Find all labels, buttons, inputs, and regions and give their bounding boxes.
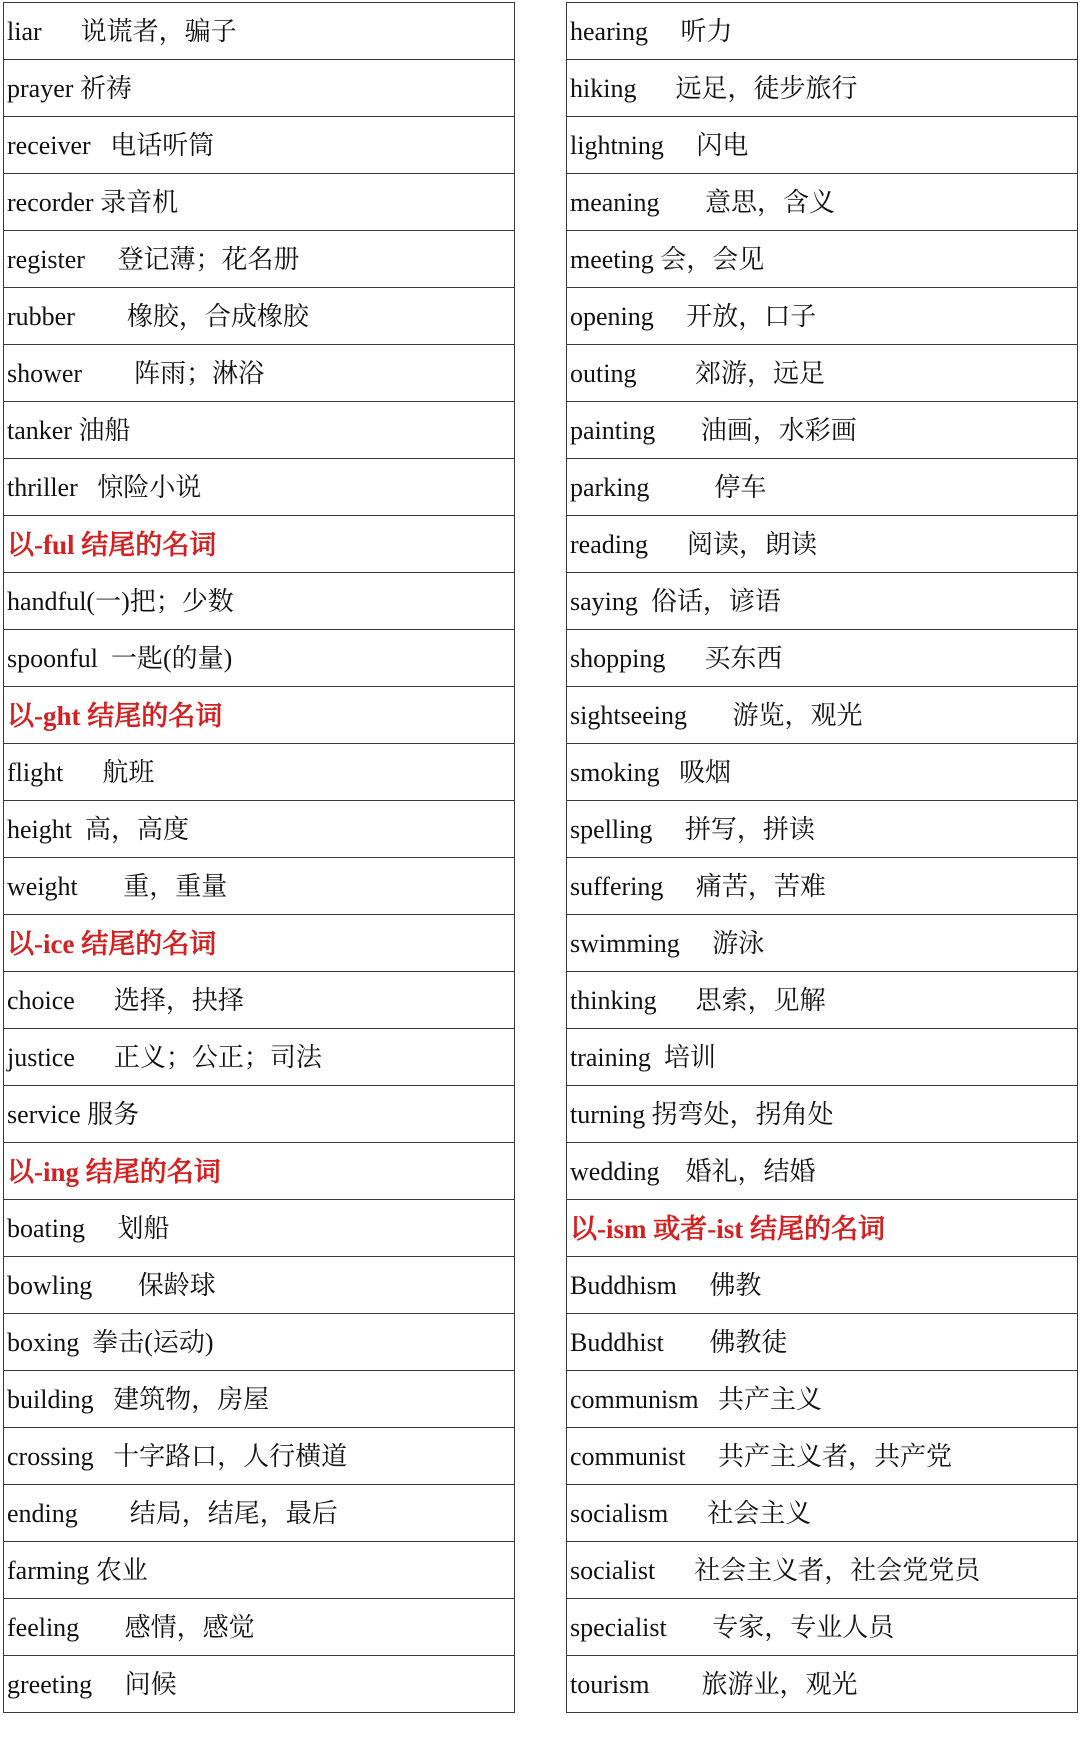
left-vocab-row bbox=[4, 402, 514, 459]
vocab-entry-text: service 服务 bbox=[7, 1100, 140, 1129]
vocab-entry-text: painting 油画，水彩画 bbox=[570, 416, 857, 445]
vocab-entry-text: prayer 祈祷 bbox=[7, 74, 132, 103]
right-vocab-row bbox=[567, 1485, 1077, 1542]
right-vocab-row bbox=[567, 1257, 1077, 1314]
vocab-entry-text: opening 开放，口子 bbox=[570, 302, 817, 331]
vocab-entry-text: meaning 意思，含义 bbox=[570, 188, 836, 217]
vocab-entry-text: parking 停车 bbox=[570, 473, 767, 502]
vocab-entry-text: recorder 录音机 bbox=[7, 188, 179, 217]
left-vocab-row bbox=[4, 288, 514, 345]
vocab-entry-text: crossing 十字路口，人行横道 bbox=[7, 1442, 348, 1471]
right-vocab-row bbox=[567, 801, 1077, 858]
vocab-entry-text: Buddhism 佛教 bbox=[570, 1271, 762, 1300]
left-vocab-row bbox=[4, 231, 514, 288]
vocab-entry-text: sightseeing 游览，观光 bbox=[570, 701, 863, 730]
right-vocab-row bbox=[567, 744, 1077, 801]
vocab-entry-text: socialist 社会主义者，社会党党员 bbox=[570, 1556, 981, 1585]
vocab-entry-text: hearing 听力 bbox=[570, 17, 733, 46]
vocab-entry-text: suffering 痛苦，苦难 bbox=[570, 872, 826, 901]
right-vocab-row bbox=[567, 60, 1077, 117]
right-vocab-row bbox=[567, 573, 1077, 630]
vocab-entry-text: saying 俗话，谚语 bbox=[570, 587, 781, 616]
right-vocab-row bbox=[567, 1371, 1077, 1428]
left-section-heading bbox=[4, 687, 514, 744]
vocab-entry-text: height 高，高度 bbox=[7, 815, 189, 844]
left-vocab-row bbox=[4, 744, 514, 801]
section-heading-text: 以-ght 结尾的名词 bbox=[7, 700, 223, 731]
left-vocab-row bbox=[4, 117, 514, 174]
right-vocab-row bbox=[567, 1029, 1077, 1086]
left-vocab-row bbox=[4, 1200, 514, 1257]
vocab-entry-text: tourism 旅游业，观光 bbox=[570, 1670, 858, 1699]
right-vocab-row bbox=[567, 459, 1077, 516]
right-vocabulary-column bbox=[566, 2, 1078, 1713]
right-vocab-row bbox=[567, 1656, 1077, 1713]
section-heading-text: 以-ism 或者-ist 结尾的名词 bbox=[570, 1213, 885, 1244]
section-heading-text: 以-ice 结尾的名词 bbox=[7, 928, 217, 959]
right-vocab-row bbox=[567, 516, 1077, 573]
right-vocab-row bbox=[567, 1428, 1077, 1485]
vocab-entry-text: ending 结局，结尾，最后 bbox=[7, 1499, 338, 1528]
vocab-entry-text: spelling 拼写，拼读 bbox=[570, 815, 815, 844]
right-vocab-row bbox=[567, 972, 1077, 1029]
right-vocab-row bbox=[567, 288, 1077, 345]
section-heading-text: 以-ful 结尾的名词 bbox=[7, 529, 217, 560]
right-vocab-row bbox=[567, 402, 1077, 459]
left-vocab-row bbox=[4, 1542, 514, 1599]
left-vocab-row bbox=[4, 573, 514, 630]
right-vocab-row bbox=[567, 858, 1077, 915]
vocab-entry-text: boxing 拳击(运动) bbox=[7, 1328, 214, 1357]
vocab-entry-text: shopping 买东西 bbox=[570, 644, 783, 673]
right-vocab-row bbox=[567, 3, 1077, 60]
vocab-entry-text: Buddhist 佛教徒 bbox=[570, 1328, 788, 1357]
right-vocab-row bbox=[567, 231, 1077, 288]
vocab-entry-text: thriller 惊险小说 bbox=[7, 473, 202, 502]
vocab-entry-text: shower 阵雨；淋浴 bbox=[7, 359, 265, 388]
vocab-entry-text: receiver 电话听筒 bbox=[7, 131, 215, 160]
left-vocab-row bbox=[4, 1428, 514, 1485]
left-vocab-row bbox=[4, 801, 514, 858]
vocab-entry-text: communist 共产主义者，共产党 bbox=[570, 1442, 953, 1471]
left-vocabulary-column bbox=[3, 2, 515, 1713]
right-vocab-row bbox=[567, 117, 1077, 174]
section-heading-text: 以-ing 结尾的名词 bbox=[7, 1156, 221, 1187]
right-vocab-row bbox=[567, 630, 1077, 687]
left-vocab-row bbox=[4, 1485, 514, 1542]
left-vocab-row bbox=[4, 1086, 514, 1143]
vocab-entry-text: training 培训 bbox=[570, 1043, 716, 1072]
vocab-entry-text: turning 拐弯处，拐角处 bbox=[570, 1100, 834, 1129]
right-vocab-row bbox=[567, 915, 1077, 972]
left-vocab-row bbox=[4, 60, 514, 117]
left-vocab-row bbox=[4, 1257, 514, 1314]
left-vocab-row bbox=[4, 1029, 514, 1086]
left-vocab-row bbox=[4, 3, 514, 60]
left-vocab-row bbox=[4, 345, 514, 402]
left-vocab-row bbox=[4, 1599, 514, 1656]
vocab-entry-text: wedding 婚礼，结婚 bbox=[570, 1157, 816, 1186]
vocab-entry-text: choice 选择，抉择 bbox=[7, 986, 244, 1015]
left-section-heading bbox=[4, 516, 514, 573]
vocab-entry-text: hiking 远足，徒步旅行 bbox=[570, 74, 858, 103]
vocab-entry-text: boating 划船 bbox=[7, 1214, 170, 1243]
left-section-heading bbox=[4, 1143, 514, 1200]
vocab-entry-text: spoonful 一匙(的量) bbox=[7, 644, 233, 673]
right-vocab-row bbox=[567, 687, 1077, 744]
vocab-entry-text: smoking 吸烟 bbox=[570, 758, 732, 787]
left-section-heading bbox=[4, 915, 514, 972]
vocab-entry-text: feeling 感情，感觉 bbox=[7, 1613, 255, 1642]
right-vocab-row bbox=[567, 1314, 1077, 1371]
vocab-entry-text: specialist 专家，专业人员 bbox=[570, 1613, 895, 1642]
vocab-entry-text: liar 说谎者，骗子 bbox=[7, 17, 237, 46]
right-vocab-row bbox=[567, 1599, 1077, 1656]
left-vocab-row bbox=[4, 858, 514, 915]
vocab-entry-text: bowling 保龄球 bbox=[7, 1271, 216, 1300]
vocab-entry-text: farming 农业 bbox=[7, 1556, 148, 1585]
left-vocab-row bbox=[4, 174, 514, 231]
left-vocab-row bbox=[4, 459, 514, 516]
left-vocab-row bbox=[4, 1314, 514, 1371]
right-vocab-row bbox=[567, 1143, 1077, 1200]
vocab-entry-text: reading 阅读，朗读 bbox=[570, 530, 817, 559]
vocab-entry-text: handful(一)把；少数 bbox=[7, 587, 234, 616]
vocab-entry-text: greeting 问候 bbox=[7, 1670, 177, 1699]
right-vocab-row bbox=[567, 174, 1077, 231]
vocab-entry-text: swimming 游泳 bbox=[570, 929, 765, 958]
vocab-entry-text: register 登记薄；花名册 bbox=[7, 245, 300, 274]
vocab-entry-text: flight 航班 bbox=[7, 758, 155, 787]
vocab-entry-text: communism 共产主义 bbox=[570, 1385, 823, 1414]
vocab-entry-text: weight 重，重量 bbox=[7, 872, 228, 901]
vocab-entry-text: rubber 橡胶，合成橡胶 bbox=[7, 302, 309, 331]
vocab-entry-text: thinking 思索，见解 bbox=[570, 986, 826, 1015]
right-vocab-row bbox=[567, 345, 1077, 402]
vocab-entry-text: meeting 会，会见 bbox=[570, 245, 765, 274]
right-section-heading bbox=[567, 1200, 1077, 1257]
right-vocab-row bbox=[567, 1542, 1077, 1599]
vocab-entry-text: lightning 闪电 bbox=[570, 131, 749, 160]
vocab-entry-text: outing 郊游，远足 bbox=[570, 359, 825, 388]
left-vocab-row bbox=[4, 1656, 514, 1713]
right-vocab-row bbox=[567, 1086, 1077, 1143]
left-vocab-row bbox=[4, 1371, 514, 1428]
left-vocab-row bbox=[4, 972, 514, 1029]
vocab-entry-text: tanker 油船 bbox=[7, 416, 131, 445]
left-vocab-row bbox=[4, 630, 514, 687]
vocab-entry-text: building 建筑物，房屋 bbox=[7, 1385, 270, 1414]
vocab-entry-text: justice 正义；公正；司法 bbox=[7, 1043, 322, 1072]
vocab-entry-text: socialism 社会主义 bbox=[570, 1499, 812, 1528]
